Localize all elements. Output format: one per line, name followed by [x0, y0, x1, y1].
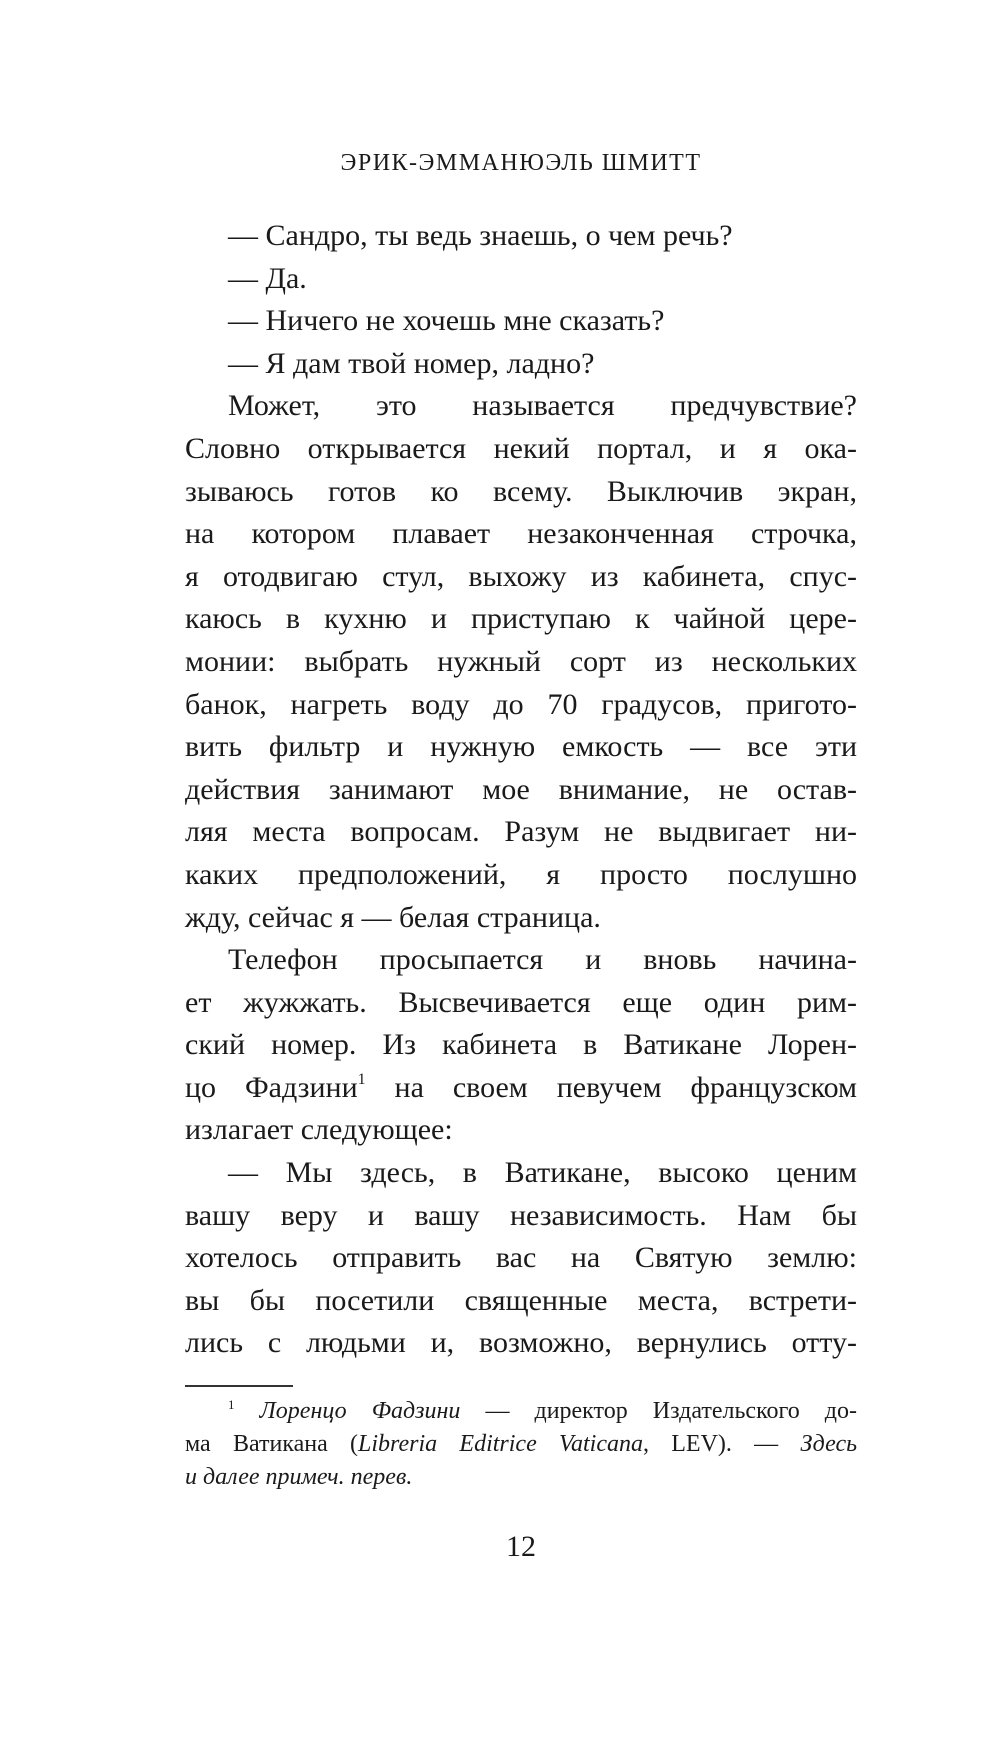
text-line-content: действия занимают мое внимание, не остав- — [185, 772, 857, 806]
page-number: 12 — [506, 1530, 536, 1563]
footnote-text: — директор Издательского до- — [460, 1398, 858, 1424]
text-line-content: — Сандро, ты ведь знаешь, о чем речь? — [228, 219, 733, 252]
text-line-content: зываюсь готов ко всему. Выключив экран, — [185, 474, 857, 508]
text-line-content: хотелось отправить вас на Святую землю: — [185, 1241, 857, 1275]
body-text — [185, 215, 857, 1365]
text-line-content: Телефон просыпается и вновь начина- — [228, 943, 857, 977]
text-line — [185, 982, 857, 1025]
text-line — [185, 1109, 857, 1152]
footnote-line — [185, 1428, 857, 1461]
text-line-content: я отодвигаю стул, выхожу из кабинета, спус- — [185, 559, 857, 593]
footnote-italic-text: и далее примеч. перев. — [185, 1464, 413, 1490]
footnote-rule — [185, 1385, 293, 1387]
text-line — [185, 1195, 857, 1238]
footnote-text: ма Ватикана ( — [185, 1431, 359, 1457]
footnote-italic-text: Здесь — [800, 1431, 858, 1457]
text-line-content: — Да. — [228, 261, 307, 295]
text-line — [185, 300, 857, 343]
footnote — [185, 1395, 857, 1494]
text-line-content: — Я дам твой номер, ладно? — [228, 346, 595, 380]
text-line — [185, 897, 857, 940]
footnote-marker: 1 — [228, 1397, 235, 1412]
text-line-content: — Ничего не хочешь мне сказать? — [228, 304, 665, 338]
text-line — [185, 343, 857, 386]
text-line-content: Словно открывается некий портал, и я ока- — [185, 431, 857, 465]
text-line-content: каюсь в кухню и приступаю к чайной цере- — [185, 602, 857, 636]
text-line — [185, 471, 857, 514]
text-line-content: ет жужжать. Высвечивается еще один рим- — [185, 985, 857, 1019]
text-line — [185, 1322, 857, 1365]
text-line — [185, 556, 857, 599]
text-line-content: вы бы посетили священные места, встрети- — [185, 1283, 857, 1317]
text-line — [185, 1067, 857, 1110]
text-line-content: каких предположений, я просто послушно — [185, 857, 857, 891]
text-line-content: лись с людьми и, возможно, вернулись отту- — [185, 1326, 857, 1360]
text-line — [185, 513, 857, 556]
text-line — [185, 1024, 857, 1067]
text-line — [185, 1280, 857, 1323]
text-line-content: монии: выбрать нужный сорт из нескольких — [185, 644, 857, 678]
footnote-line — [185, 1395, 857, 1428]
text-line — [185, 598, 857, 641]
text-line-content: — Мы здесь, в Ватикане, высоко ценим — [228, 1156, 857, 1190]
text-line — [185, 385, 857, 428]
text-line — [185, 684, 857, 727]
footnote-italic-text: Libreria Editrice Vaticana — [358, 1431, 643, 1457]
text-line — [185, 854, 857, 897]
footnote-line — [185, 1461, 857, 1494]
text-line — [185, 258, 857, 301]
footnote-italic-text: Лоренцо Фадзини — [259, 1398, 461, 1424]
text-line-content: излагает следующее: — [185, 1113, 453, 1147]
text-line — [185, 939, 857, 982]
text-line — [185, 769, 857, 812]
running-header: ЭРИК-ЭММАНЮЭЛЬ ШМИТТ — [340, 150, 702, 176]
text-line-content: вашу веру и вашу независимость. Нам бы — [185, 1198, 857, 1232]
text-line-content: цо Фадзини — [185, 1070, 358, 1104]
text-line — [185, 1237, 857, 1280]
text-line-content: Может, это называется предчувствие? — [228, 389, 857, 423]
text-line — [185, 1152, 857, 1195]
text-line-content: на котором плавает незаконченная строчка, — [185, 517, 857, 551]
text-line-content: на своем певучем французском — [365, 1070, 858, 1104]
footnote-text: , LEV). — — [643, 1431, 801, 1457]
text-line-content: вить фильтр и нужную емкость — все эти — [185, 730, 857, 764]
text-line-content: банок, нагреть воду до 70 градусов, пригото- — [185, 687, 857, 721]
footnote-reference[interactable]: 1 — [357, 1070, 366, 1088]
text-line-content: жду, сейчас я — белая страница. — [185, 900, 601, 934]
text-line — [185, 726, 857, 769]
text-line-content: ляя места вопросам. Разум не выдвигает ни- — [185, 815, 857, 849]
text-line — [185, 811, 857, 854]
text-line — [185, 641, 857, 684]
text-line — [185, 215, 857, 258]
text-line-content: ский номер. Из кабинета в Ватикане Лорен- — [185, 1028, 857, 1062]
text-line — [185, 428, 857, 471]
